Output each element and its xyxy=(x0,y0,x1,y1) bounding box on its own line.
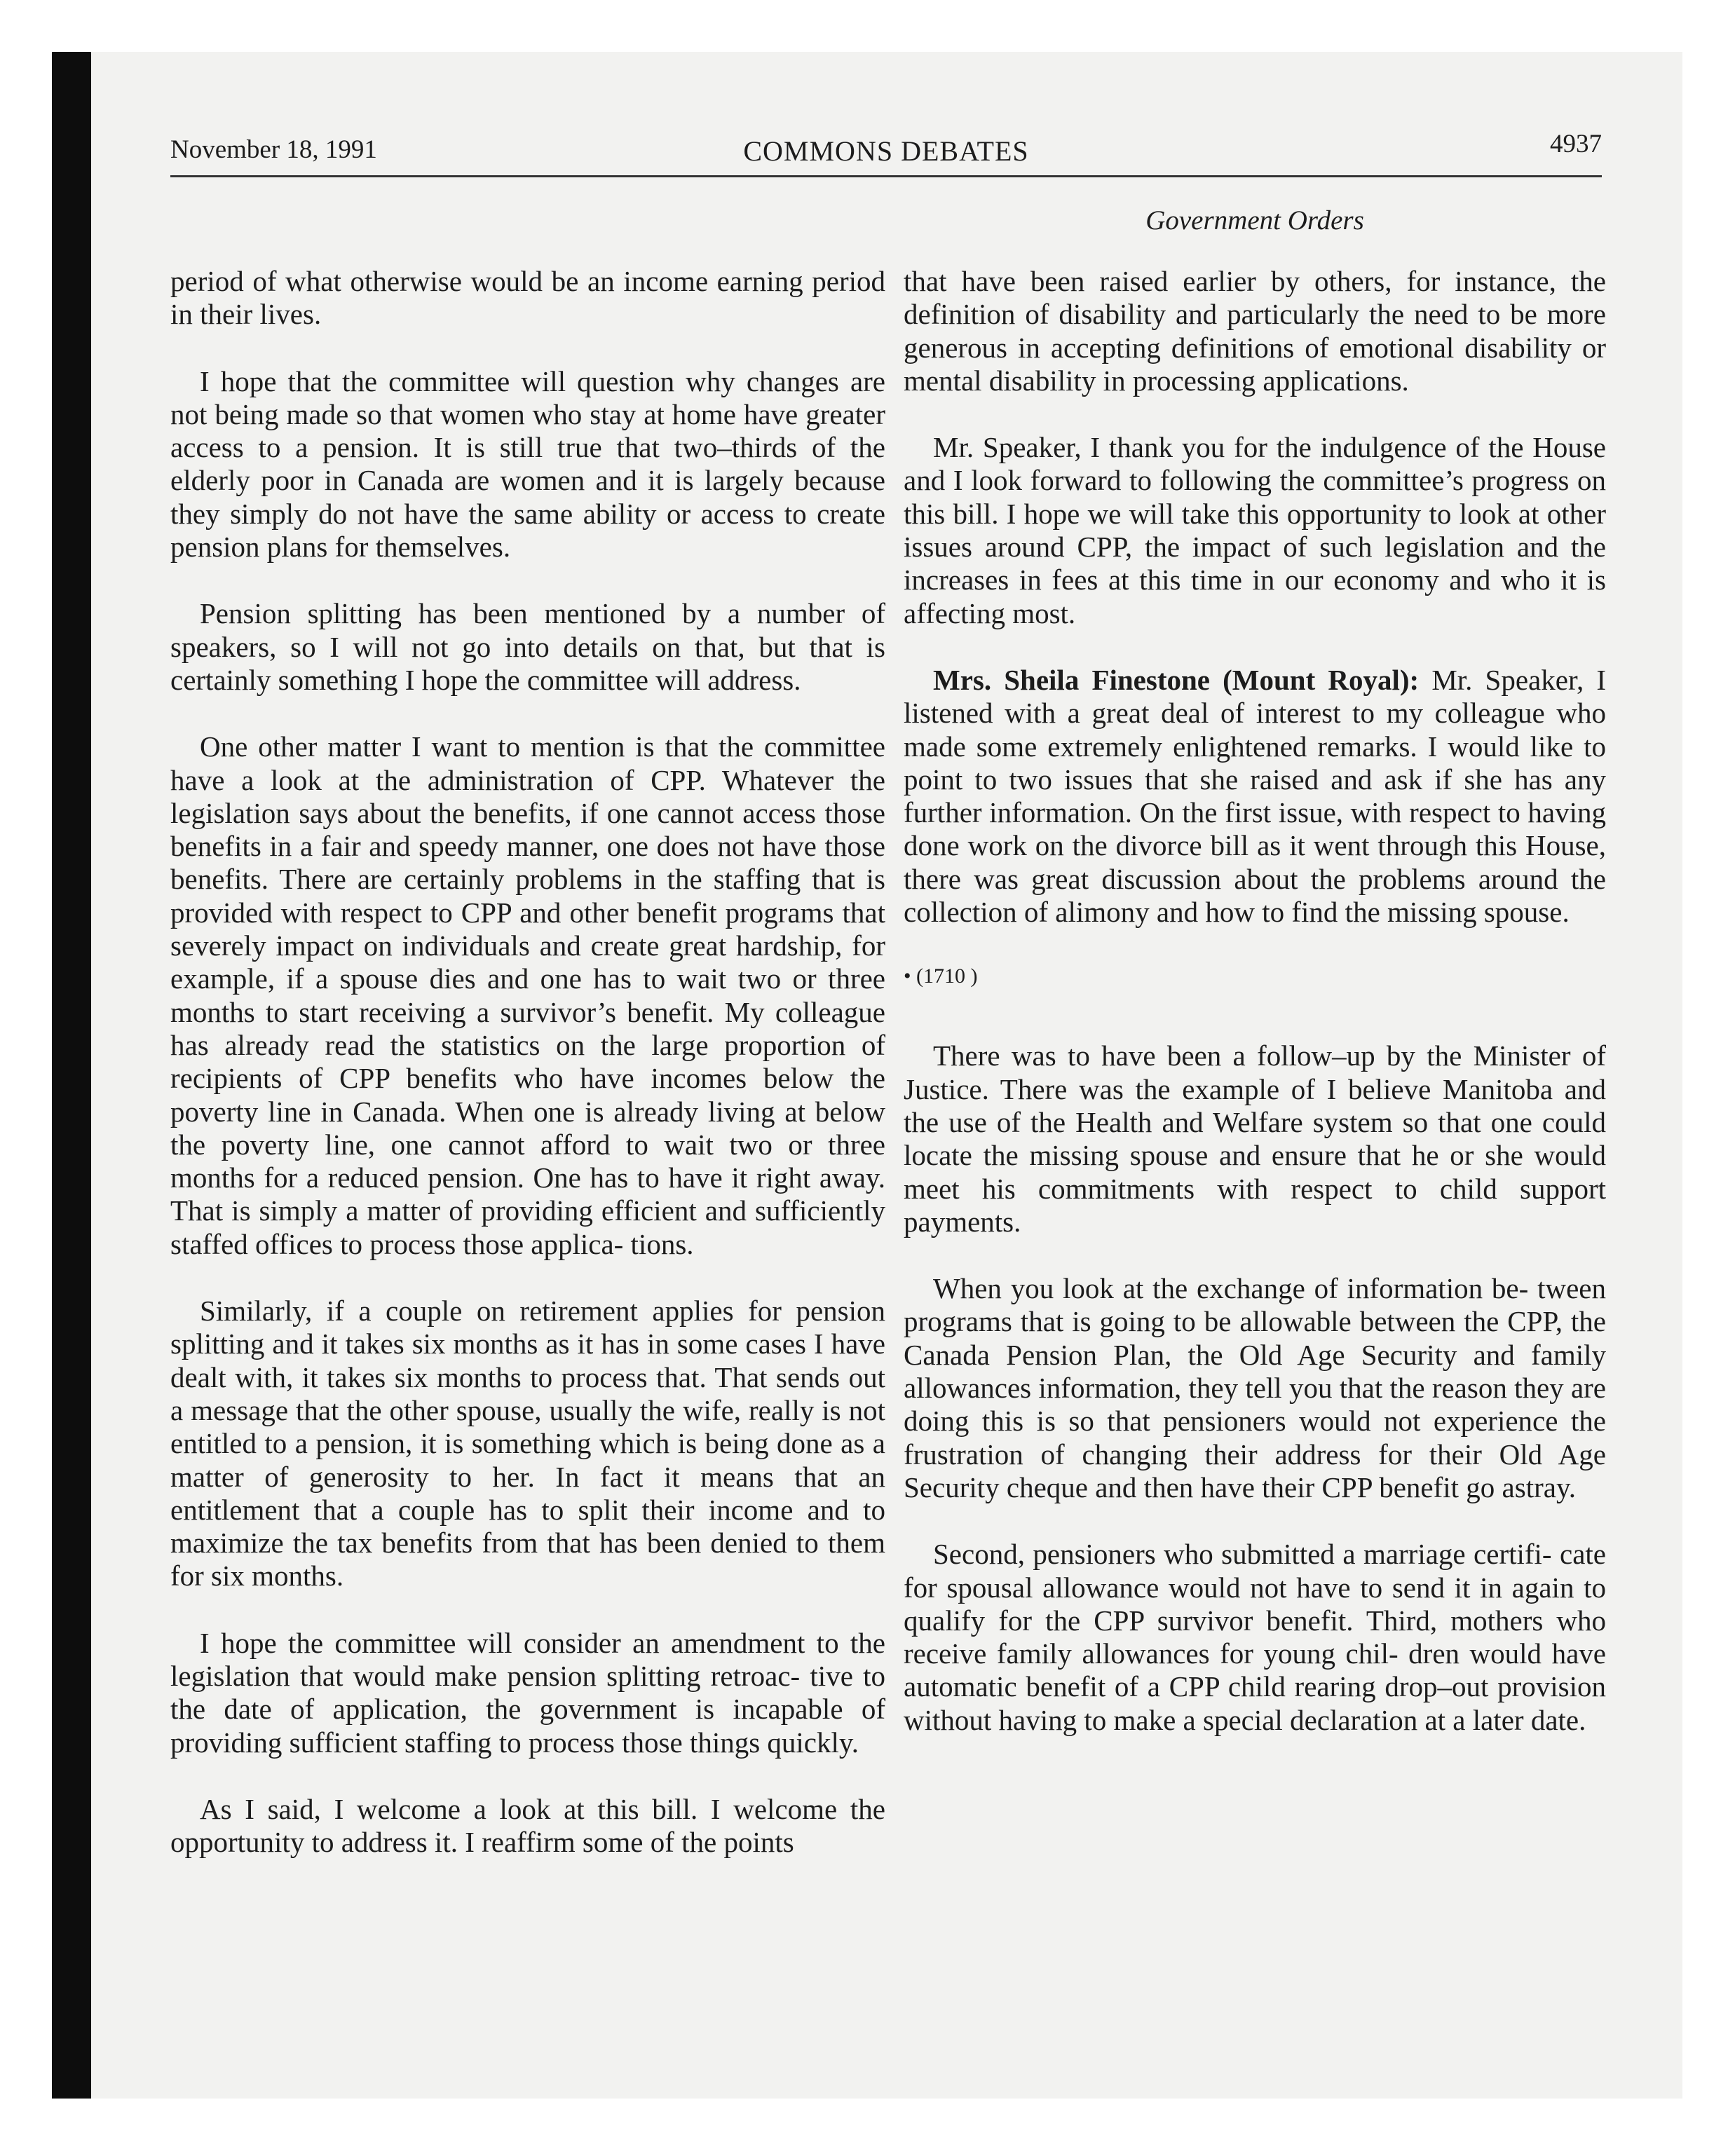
header-date: November 18, 1991 xyxy=(170,135,377,164)
paragraph: There was to have been a follow–up by the Minister of Justice. There was the example of I believe Manitoba and the use of the Health and Welfare system so that one could locate the missing spouse and ensure that he or she would meet his commitments with respect to child support payments. xyxy=(904,1039,1606,1238)
speaker-paragraph xyxy=(904,664,1606,929)
paragraph: Similarly, if a couple on retirement applies for pension splitting and it takes six months as it has in some cases I have dealt with, it takes six months to process that. That sends out a message that the other spouse, usually the wife, really is not entitled to a pension, it is something which is being done as a matter of generosity to her. In fact it means that an entitlement that a couple has to split their income and to maximize the tax benefits from that has been denied to them for six months. xyxy=(170,1295,885,1592)
paragraph: that have been raised earlier by others, for instance, the definition of disability and particularly the need to be more generous in accepting definitions of emotional disability or mental disability in processing applications. xyxy=(904,265,1606,397)
page-number: 4937 xyxy=(1550,130,1602,158)
paragraph: When you look at the exchange of information be- tween programs that is going to be allowable between the CPP, the Canada Pension Plan, the Old Age Security and family allowances information, they tell you that the reason they are doing this is so that pensioners would not experience the frustration of changing their address for their Old Age Security cheque and then have their CPP benefit go astray. xyxy=(904,1272,1606,1503)
section-heading: Government Orders xyxy=(1145,205,1364,236)
paragraph: Pension splitting has been mentioned by a number of speakers, so I will not go into details on that, but that is certainly something I hope the committee will address. xyxy=(170,597,885,696)
paragraph: As I said, I welcome a look at this bill. I welcome the opportunity to address it. I reaffirm some of the points xyxy=(170,1792,885,1859)
left-column xyxy=(170,265,885,1892)
right-column xyxy=(904,265,1606,1770)
running-header xyxy=(170,126,1602,177)
paragraph: period of what otherwise would be an income earning period in their lives. xyxy=(170,265,885,331)
speaker-name: Mrs. Sheila Finestone (Mount Royal): xyxy=(933,663,1420,696)
paragraph: Mr. Speaker, I thank you for the indulgence of the House and I look forward to following the committee’s progress on this bill. I hope we will take this opportunity to look at other issues around CPP, the impact of such legislation and the increases in fees at this time in our economy and who it is affecting most. xyxy=(904,431,1606,629)
paragraph: One other matter I want to mention is that the committee have a look at the administration of CPP. Whatever the legislation says about the benefits, if one cannot access those benefits in a fair and speedy manner, one does not have those benefits. There are certainly problems in the staffing that is provided with respect to CPP and other benefit programs that severely impact on individuals and create great hardship, for example, if a spouse dies and one has to wait two or three months to start receiving a survivor’s benefit. My colleague has already read the statistics on the large proportion of recipients of CPP benefits who have incomes below the poverty line in Canada. When one is already living at below the poverty line, one cannot afford to wait two or three months for a reduced pension. One has to have it right away. That is simply a matter of providing efficient and sufficiently staffed offices to process those applica- tions. xyxy=(170,730,885,1260)
paragraph: Second, pensioners who submitted a marriage certifi- cate for spousal allowance would not have to send it in again to qualify for the CPP survivor benefit. Third, mothers who receive family allowances for young chil- dren would have automatic benefit of a CPP child rearing drop–out provision without having to make a special declaration at a later date. xyxy=(904,1538,1606,1736)
paragraph: I hope the committee will consider an amendment to the legislation that would make pension splitting retroac- tive to the date of application, the government is incapable of providing sufficient staffing to process those things quickly. xyxy=(170,1626,885,1759)
paragraph: I hope that the committee will question why changes are not being made so that women who stay at home have greater access to a pension. It is still true that two–thirds of the elderly poor in Canada are women and it is largely because they simply do not have the same ability or access to create pension plans for themselves. xyxy=(170,364,885,564)
time-marker: • (1710 ) xyxy=(904,964,978,988)
speech-text: Mr. Speaker, I listened with a great deal of interest to my colleague who made some extremely enlightened remarks. I would like to point to two issues that she raised and ask if she has any further information. On the first issue, with respect to having done work on the divorce bill as it went through this House, there was great discussion about the problems around the collection of alimony and how to find the missing spouse. xyxy=(904,663,1606,929)
header-publication-title: COMMONS DEBATES xyxy=(743,135,1029,167)
scan-binding-edge xyxy=(52,52,91,2099)
